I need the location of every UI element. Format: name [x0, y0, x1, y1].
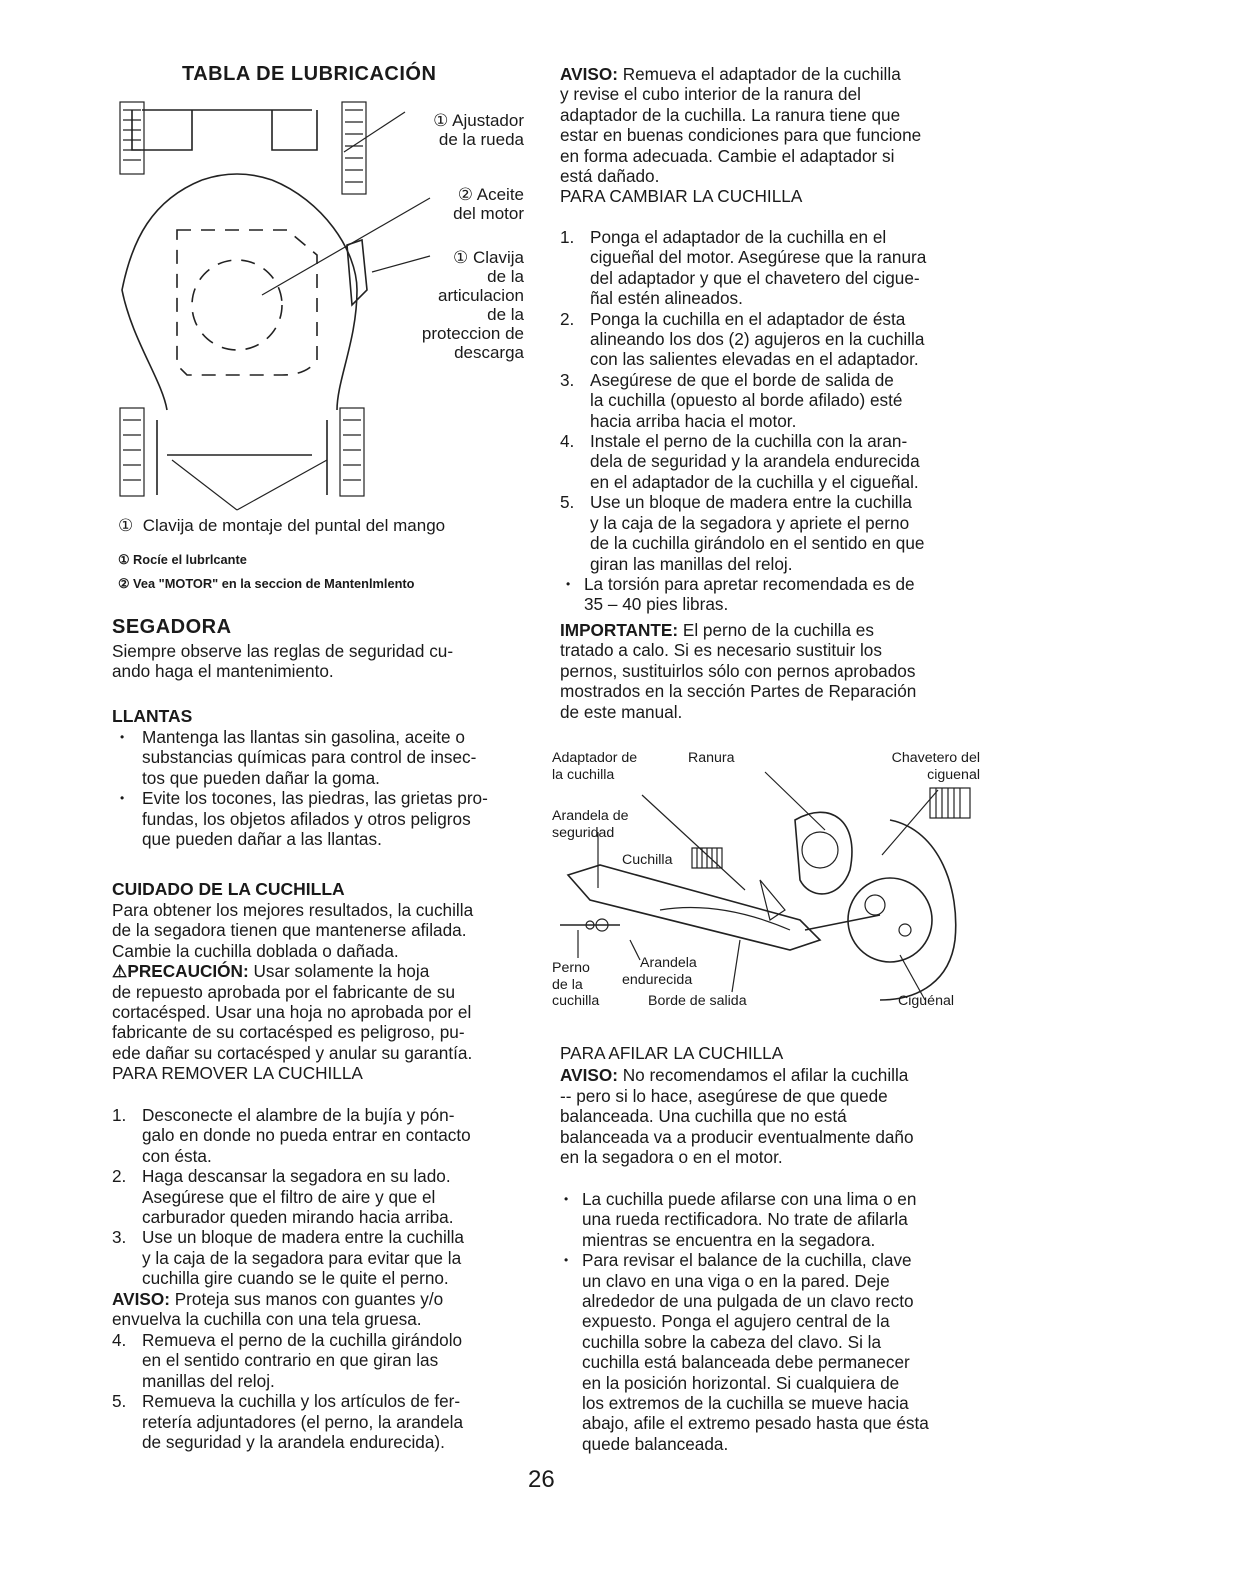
text-line: El perno de la cuchilla es [678, 620, 874, 640]
list-item [112, 727, 532, 788]
text-line: pernos, sustituirlos sólo con pernos aprobados [560, 660, 916, 681]
text-line: una rueda rectificadora. No trate de afilarla [582, 1209, 908, 1230]
bullet-icon: • [564, 1253, 569, 1268]
text-line: de la cuchilla girándolo en el sentido en que [590, 533, 925, 554]
text-line: La cuchilla puede afilarse con una lima o en [582, 1189, 917, 1209]
bullet-icon: • [120, 791, 125, 806]
label-line: cuchilla [552, 993, 600, 1009]
cambiar-steps [560, 227, 980, 615]
text-line: Evite los tocones, las piedras, las grietas pro- [142, 788, 488, 809]
label-line: Chavetero del [891, 750, 980, 766]
engine-oil-label [422, 185, 524, 223]
text-line: giran las manillas del reloj. [590, 553, 793, 574]
text-line: ando haga el mantenimiento. [112, 661, 334, 682]
text-line: cuchilla está balanceada debe permanecer [582, 1352, 910, 1373]
text-line: Asegúrese que el filtro de aire y que el [142, 1186, 436, 1207]
label-line: Clavija de montaje del puntal del mango [142, 516, 446, 535]
step-number: 2. [112, 1166, 127, 1187]
label-line: descarga [454, 343, 524, 362]
text-line: en la segadora o en el motor. [560, 1147, 783, 1168]
step-number: 4. [112, 1330, 127, 1350]
text-line: No recomendamos el afilar la cuchilla [617, 1065, 909, 1086]
text-line: alrededor de una pulgada de un clavo recto [582, 1291, 914, 1312]
text-line: tos que pueden dañar la goma. [142, 767, 380, 788]
text-line: cigueñal del motor. Asegúrese que la ranura [590, 247, 927, 268]
step-number: 3. [112, 1227, 127, 1248]
text-line: Mantenga las llantas sin gasolina, aceite o [142, 727, 465, 747]
notice-label: AVISO: [560, 1065, 618, 1086]
text-line: Para revisar el balance de la cuchilla, clave [582, 1250, 912, 1271]
important-label: IMPORTANTE: [560, 620, 679, 640]
afilar-section [560, 1043, 980, 1167]
cuidado-text [112, 900, 532, 1084]
step-number: 1. [560, 227, 575, 247]
text-line: alineando los dos (2) agujeros en la cuchilla [590, 329, 925, 350]
text-line: Siempre observe las reglas de seguridad cu- [112, 641, 454, 661]
cuidado-heading: CUIDADO DE LA CUCHILLA [112, 879, 345, 899]
text-line: 35 – 40 pies libras. [584, 594, 729, 615]
segadora-heading: SEGADORA [112, 616, 232, 638]
label-line: del motor [453, 204, 524, 223]
label-line: de la [487, 305, 524, 324]
text-line: y revise el cubo interior de la ranura del [560, 84, 861, 105]
text-line: mostrados en la sección Partes de Reparación [560, 681, 917, 702]
text-line: adaptador de la cuchilla. La ranura tiene que [560, 104, 901, 125]
text-line: fabricante de su cortacésped es peligroso, pu- [112, 1022, 465, 1043]
llantas-list [112, 727, 532, 849]
list-item [560, 227, 980, 309]
list-item [112, 1391, 532, 1452]
label-line: endurecida [622, 971, 693, 988]
remover-steps-b [112, 1330, 532, 1452]
remover-steps-a [112, 1105, 532, 1289]
hardened-washer-label [622, 955, 697, 988]
text-line: con ésta. [142, 1145, 212, 1166]
notice-label: AVISO: [560, 64, 618, 84]
aviso-gloves [112, 1289, 532, 1330]
text-line: ñal estén alineados. [590, 288, 743, 309]
list-item [112, 1166, 532, 1227]
caution-label: ⚠PRECAUCIÓN: [112, 961, 249, 982]
step-number: 5. [112, 1391, 127, 1412]
callout-number: ① [452, 248, 469, 267]
text-line: Instale el perno de la cuchilla con la aran- [590, 431, 908, 452]
cambiar-heading: PARA CAMBIAR LA CUCHILLA [560, 186, 803, 207]
text-line: un clavo en una viga o en la pared. Deje [582, 1270, 890, 1291]
list-item [112, 1105, 532, 1166]
text-line: galo en donde no pueda entrar en contacto [142, 1125, 471, 1146]
text-line: está dañado. [560, 166, 660, 187]
precaucion-line [112, 961, 532, 981]
text-line: con las salientes elevadas en el adaptador. [590, 349, 919, 370]
label-line: Adaptador de [552, 750, 638, 766]
text-line: y la caja de la segadora para evitar que la [142, 1247, 462, 1268]
callout-number: ② [118, 576, 130, 591]
step-number: 3. [560, 369, 575, 390]
step-number: 5. [560, 492, 575, 513]
text-line: que pueden dañar a las llantas. [142, 829, 382, 850]
list-item [560, 431, 980, 492]
list-item [112, 1227, 532, 1288]
bullet-icon: • [564, 1192, 569, 1206]
bolt-label [552, 960, 599, 1010]
text-line: Remueva el perno de la cuchilla girándolo [142, 1330, 463, 1350]
bullet-icon: • [566, 576, 571, 591]
text-line: la cuchilla (opuesto al borde afilado) esté [590, 390, 903, 411]
text-line: retería adjuntadores (el perno, la arandela [142, 1411, 464, 1432]
text-line: Remueva el adaptador de la cuchilla [617, 64, 901, 84]
text-line: estar en buenas condiciones para que funcione [560, 125, 922, 146]
callout-number: ① [433, 111, 449, 130]
wheel-adjuster-label [406, 111, 524, 149]
slot-label: Ranura [688, 750, 735, 766]
note-text: Rocíe el lubrlcante [133, 552, 247, 567]
label-line: ciguenal [927, 766, 980, 783]
list-item [560, 370, 980, 431]
remover-heading: PARA REMOVER LA CUCHILLA [112, 1063, 363, 1084]
step-number: 1. [112, 1105, 127, 1125]
text-line: quede balanceada. [582, 1433, 729, 1454]
list-item [112, 1330, 532, 1391]
label-line: proteccion de [421, 324, 524, 343]
label-line: Clavija [472, 248, 524, 267]
text-line: substancias químicas para control de insec- [142, 747, 477, 768]
text-line: Cambie la cuchilla doblada o dañada. [112, 940, 399, 961]
text-line: de la segadora tienen que mantenerse afilada. [112, 920, 467, 941]
text-line: en el adaptador de la cuchilla y el cigueñal. [590, 471, 919, 492]
text-line: de este manual. [560, 701, 683, 722]
list-item [560, 1250, 980, 1454]
keyway-label [885, 750, 980, 783]
text-line: en la posición horizontal. Si cualquiera de [582, 1372, 900, 1393]
discharge-guard-pin-label [392, 248, 524, 362]
crankshaft-label: Ciguénal [898, 993, 955, 1009]
text-line: Proteja sus manos con guantes y/o [169, 1289, 444, 1309]
label-line: Arandela [640, 955, 697, 971]
note-text: Vea "MOTOR" en la seccion de Mantenlmlento [133, 576, 415, 591]
step-number: 4. [560, 431, 575, 452]
adapter-label [552, 750, 637, 783]
text-line: tratado a calo. Si es necesario sustituir los [560, 640, 882, 661]
list-item [560, 309, 980, 370]
text-line: Haga descansar la segadora en su lado. [142, 1166, 451, 1187]
text-line: cortacésped. Usar una hoja no aprobada por el [112, 1002, 472, 1023]
callout-number: ① [118, 516, 134, 535]
label-line: de la [487, 267, 524, 286]
label-line: Arandela de [552, 808, 629, 824]
label-line: Ajustador [452, 111, 524, 130]
text-line: ede dañar su cortacésped y anular su garantía. [112, 1042, 473, 1063]
label-line: Aceite [476, 185, 524, 204]
bullet-icon: • [120, 730, 125, 744]
text-line: La torsión para apretar recomendada es de [584, 573, 915, 594]
text-line: manillas del reloj. [142, 1370, 275, 1391]
text-line: carburador queden mirando hacia arriba. [142, 1207, 454, 1228]
text-line: Ponga el adaptador de la cuchilla en el [590, 227, 887, 247]
lubrication-table-title: TABLA DE LUBRICACIÓN [182, 63, 437, 85]
text-line: Usar solamente la hoja [248, 961, 430, 982]
text-line: -- pero si lo hace, asegúrese de que quede [560, 1085, 888, 1106]
text-line: balanceada va a producir eventualmente daño [560, 1126, 914, 1147]
text-line: dela de seguridad y la arandela endurecida [590, 451, 920, 472]
text-line: mientras se encuentra en la segadora. [582, 1229, 876, 1250]
text-line: Use un bloque de madera entre la cuchilla [590, 492, 912, 513]
text-line: del adaptador y que el chavetero del cigue- [590, 267, 920, 288]
text-line: en el sentido contrario en que giran las [142, 1350, 439, 1371]
text-line: fundas, los objetos afilados y otros peligros [142, 808, 471, 829]
text-line: Asegúrese de que el borde de salida de [590, 369, 894, 390]
list-item [560, 1189, 980, 1250]
segadora-text [112, 641, 532, 682]
llantas-heading: LLANTAS [112, 706, 193, 726]
label-line: la cuchilla [552, 766, 615, 783]
text-line: Para obtener los mejores resultados, la cuchilla [112, 900, 474, 920]
label-line: de la rueda [438, 130, 524, 149]
text-line: cuchilla sobre la cabeza del clavo. Si la [582, 1331, 882, 1352]
lube-note-1 [118, 552, 247, 568]
label-line: Perno [552, 960, 590, 976]
text-line: de repuesto aprobada por el fabricante de su [112, 981, 456, 1002]
step-number: 2. [560, 308, 575, 329]
trailing-edge-label: Borde de salida [648, 993, 747, 1009]
text-line: de seguridad y la arandela endurecida). [142, 1432, 445, 1453]
notice-label: AVISO: [112, 1289, 170, 1309]
label-line: de la [552, 976, 583, 993]
afilar-heading: PARA AFILAR LA CUCHILLA [560, 1043, 784, 1063]
lube-note-2 [118, 576, 414, 592]
list-item [560, 574, 980, 615]
text-line: en forma adecuada. Cambie el adaptador si [560, 145, 895, 166]
text-line: cuchilla gire cuando se le quite el perno. [142, 1268, 449, 1289]
text-line: los extremos de la cuchilla se mueve hacia [582, 1393, 909, 1414]
aviso-adapter [560, 64, 980, 207]
blade-assembly-diagram [560, 750, 980, 1030]
callout-number: ① [118, 552, 130, 567]
list-item [112, 788, 532, 849]
page-number: 26 [528, 1466, 555, 1493]
blade-label: Cuchilla [622, 852, 673, 868]
text-line: Use un bloque de madera entre la cuchilla [142, 1227, 464, 1248]
lock-washer-label [552, 808, 629, 841]
handle-strut-pin-label [118, 516, 445, 536]
list-item [560, 492, 980, 574]
text-line: hacia arriba hacia el motor. [590, 410, 797, 431]
label-line: seguridad [552, 824, 615, 841]
text-line: Desconecte el alambre de la bujía y pón- [142, 1105, 455, 1125]
text-line: y la caja de la segadora y apriete el perno [590, 512, 910, 533]
text-line: abajo, afile el extremo pesado hasta que ésta [582, 1413, 929, 1434]
importante-text [560, 620, 980, 722]
afilar-list [560, 1189, 980, 1454]
text-line: Ponga la cuchilla en el adaptador de ésta [590, 308, 906, 329]
text-line: expuesto. Ponga el agujero central de la [582, 1311, 890, 1332]
callout-number: ② [457, 185, 473, 204]
text-line: envuelva la cuchilla con una tela gruesa. [112, 1309, 422, 1330]
text-line: balanceada. Una cuchilla que no está [560, 1106, 847, 1127]
text-line: Remueva la cuchilla y los artículos de fer- [142, 1391, 461, 1412]
label-line: articulacion [438, 286, 524, 305]
